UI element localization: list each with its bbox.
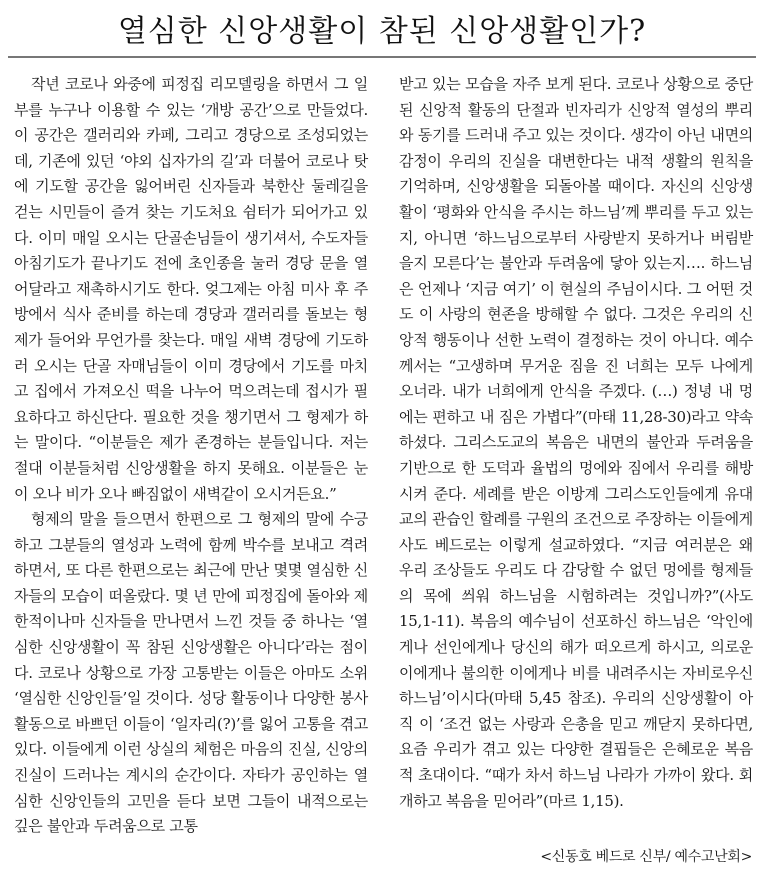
author-byline: <신동호 베드로 신부/ 예수고난회> (540, 849, 752, 865)
right-column (399, 72, 753, 814)
left-column (14, 72, 368, 840)
paragraph-1: 작년 코로나 와중에 피정집 리모델링을 하면서 그 일부를 누구나 이용할 수 있는 ‘개방 공간’으로 만들었다. 이 공간은 갤러리와 카페, 그리고 경당으로 조성되었는데, 기존에 있던 ‘야외 십자가의 길’과 더불어 코로나 탓에 기도할 공간을 잃어버린 신자들과 북한산 둘레길을 걷는 시민들이 즐겨 찾는 기도처요 쉼터가 되어가고 있다. 이미 매일 오시는 단골손님들이 생기셔서, 수도자들 아침기도가 끝나기도 전에 초인종을 눌러 경당 문을 열어달라고 재촉하시기도 한다. 엊그제는 아침 미사 후 주방에서 식사 준비를 하는데 경당과 갤러리를 돌보는 형제가 들어와 무언가를 찾는다. 매일 새벽 경당에 기도하러 오시는 단골 자매님들이 이미 경당에서 기도를 마치고 집에서 가져오신 떡을 나누어 먹으려는데 접시가 필요하다고 하신단다. 필요한 것을 챙기면서 그 형제가 하는 말이다. “이분들은 제가 존경하는 분들입니다. 저는 절대 이분들처럼 신앙생활을 하지 못해요. 이분들은 눈이 오나 비가 오나 빠짐없이 새벽같이 오시거든요.” (14, 75, 368, 503)
title-divider (8, 56, 756, 58)
paragraph-2: 형제의 말을 들으면서 한편으로 그 형제의 말에 수긍하고 그분들의 열성과 노력에 함께 박수를 보내고 격려하면서, 또 다른 한편으로는 최근에 만난 몇몇 열심한 신자들의 모습이 떠올랐다. 몇 년 만에 피정집에 돌아와 제한적이나마 신자들을 만나면서 느낀 것들 중 하나는 ‘열심한 신앙생활이 꼭 참된 신앙생활은 아니다’라는 점이다. 코로나 상황으로 가장 고통받는 이들은 아마도 소위 ‘열심한 신앙인들’일 것이다. 성당 활동이나 다양한 봉사활동으로 바쁘던 이들이 ‘일자리(?)’를 잃어 고통을 겪고 있다. 이들에게 이런 상실의 체험은 마음의 진실, 신앙의 진실이 드러나는 계시의 순간이다. 자타가 공인하는 열심한 신앙인들의 고민을 듣다 보면 그들이 내적으로는 깊은 불안과 두려움으로 고통 (14, 510, 368, 836)
article-title: 열심한 신앙생활이 참된 신앙생활인가? (117, 14, 647, 49)
paragraph-2-continued: 받고 있는 모습을 자주 보게 된다. 코로나 상황으로 중단된 신앙적 활동의 단절과 빈자리가 신앙적 열성의 뿌리와 동기를 드러내 주고 있는 것이다. 생각이 아닌 내면의 감정이 우리의 진실을 대변한다는 내적 생활의 원칙을 기억하며, 신앙생활을 되돌아볼 때이다. 자신의 신앙생활이 ‘평화와 안식을 주시는 하느님’께 뿌리를 두고 있는지, 아니면 ‘하느님으로부터 사랑받지 못하거나 버림받을지 모른다’는 불안과 두려움에 닿아 있는지…. 하느님은 언제나 ‘지금 여기’ 이 현실의 주님이시다. 그 어떤 것도 이 사랑의 현존을 방해할 수 없다. 그것은 우리의 신앙적 행동이나 선한 노력이 결정하는 것이 아니다. 예수께서는 “고생하며 무거운 짐을 진 너희는 모두 나에게 오너라. 내가 너희에게 안식을 주겠다. (…) 정녕 내 멍에는 편하고 내 짐은 가볍다”(마태 11,28-30)라고 약속하셨다. 그리스도교의 복음은 내면의 불안과 두려움을 기반으로 한 도덕과 율법의 멍에와 짐에서 우리를 해방시켜 준다. 세례를 받은 이방계 그리스도인들에게 유대교의 관습인 할례를 구원의 조건으로 주장하는 이들에게 사도 베드로는 이렇게 설교하였다. “지금 여러분은 왜 우리 조상들도 우리도 다 감당할 수 없던 멍에를 형제들의 목에 씌워 하느님을 시험하려는 것입니까?”(사도 15,1-11). 복음의 예수님이 선포하신 하느님은 ‘악인에게나 선인에게나 당신의 해가 떠오르게 하시고, 의로운 이에게나 불의한 이에게나 비를 내려주시는 자비로우신 하느님’이시다(마태 5,45 참조). 우리의 신앙생활이 아직 이 ‘조건 없는 사랑과 은총을 믿고 깨닫지 못하다면, 요즘 우리가 겪고 있는 다양한 결핍들은 은혜로운 복음적 초대이다. “때가 차서 하느님 나라가 가까이 왔다. 회개하고 복음을 믿어라”(마르 1,15). (399, 75, 753, 810)
